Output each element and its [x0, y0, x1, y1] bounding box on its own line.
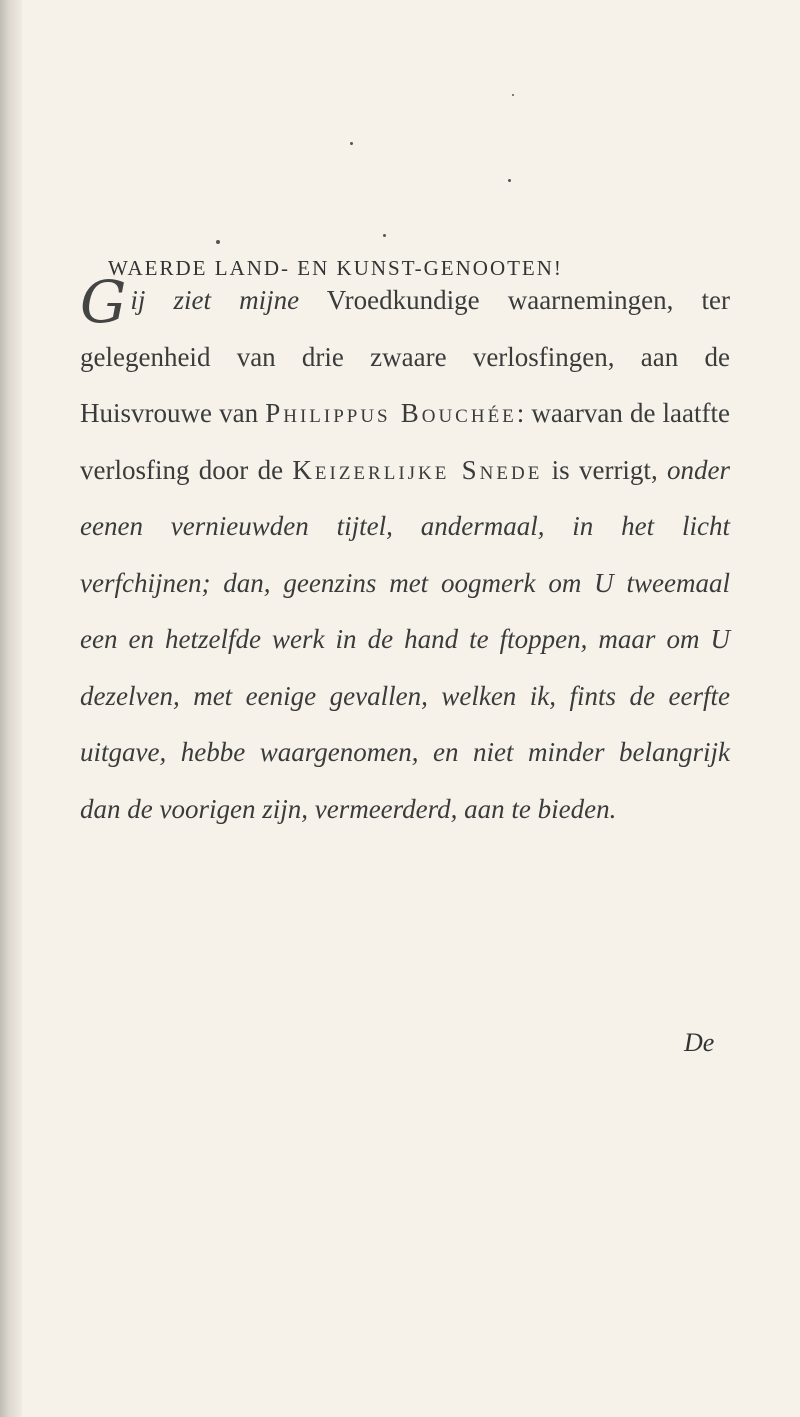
- page-heading: WAERDE LAND- EN KUNST-GENOOTEN!: [108, 256, 563, 280]
- page-binding-edge: [0, 0, 22, 1417]
- text-segment: ij ziet mijne: [130, 285, 300, 315]
- ink-speck: [512, 94, 514, 96]
- text-segment: Vroedkundige waarnemingen, ter gelegenheid van drie zwaare verlosfingen, aan de Huisvrouwe van: [80, 285, 730, 428]
- ink-speck: [383, 234, 386, 237]
- text-segment: Keizerlijke Snede: [292, 454, 543, 485]
- text-segment: is verrigt,: [542, 454, 667, 485]
- text-segment: onder eenen vernieuwden tijtel, andermaal, in het licht verfchijnen; dan, geenzins met oogmerk om U tweemaal een en hetzelfde werk in de hand te ftoppen, maar om U dezelven, met eenige gevallen, welken ik, fints de eerfte uitgave, hebbe waargenomen, en niet minder belangrijk dan de voorigen zijn, vermeerderd, aan te bieden.: [80, 454, 730, 824]
- text-segment: Philippus Bouchée: [265, 398, 517, 428]
- ink-speck: [350, 142, 353, 145]
- drop-cap: G: [80, 268, 127, 336]
- ink-speck: [216, 240, 220, 244]
- catchword: De: [684, 1028, 715, 1057]
- ink-speck: [508, 179, 511, 182]
- text-segment: : waarvan de laatfte verlosfing door de: [80, 398, 731, 485]
